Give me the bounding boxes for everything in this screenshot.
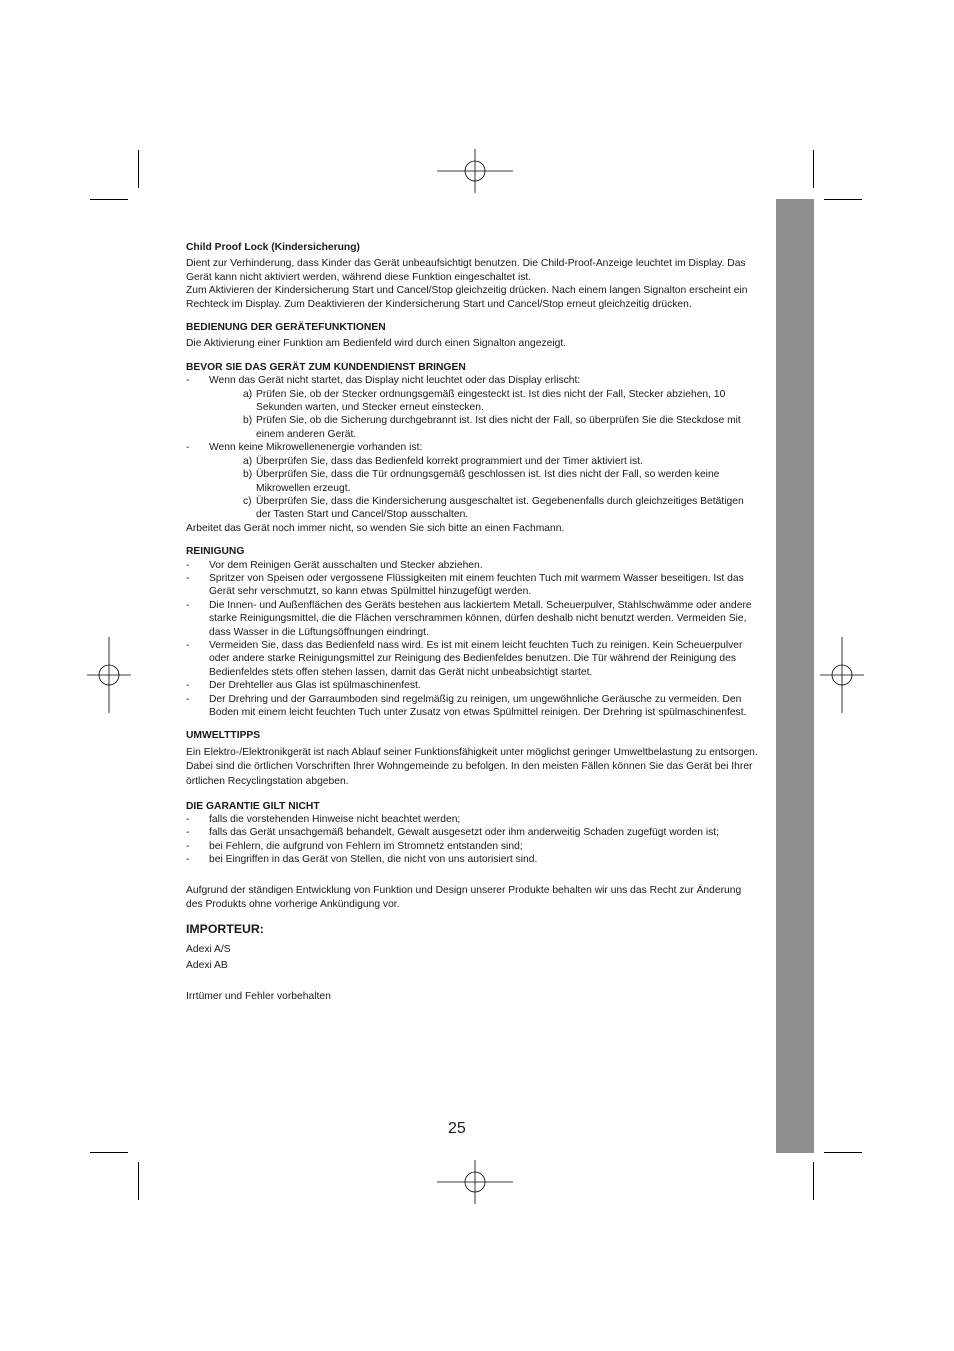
disclaimer: Irrtümer und Fehler vorbehalten (186, 991, 331, 1003)
page-number: 25 (448, 1120, 466, 1137)
crop-mark (813, 150, 814, 188)
sub-list-text: Überprüfen Sie, dass das Bedienfeld korrekt programmiert und der Timer aktiviert ist. (256, 455, 643, 467)
section-heading-umwelt: UMWELTTIPPS (186, 730, 261, 742)
importeur-line-1: Adexi A/S (186, 944, 231, 956)
crop-mark (90, 1152, 128, 1153)
list-item: - falls die vorstehenden Hinweise nicht beachtet werden; (186, 813, 758, 826)
kundendienst-closing: Arbeitet das Gerät noch immer nicht, so wenden Sie sich bitte an einen Fachmann. (186, 522, 565, 534)
section-heading-garantie: DIE GARANTIE GILT NICHT (186, 800, 320, 812)
section-heading-reinigung: REINIGUNG (186, 546, 245, 558)
sub-list-text: Prüfen Sie, ob die Sicherung durchgebrannt ist. Ist dies nicht der Fall, so überprüfen Sie die Steckdose mit einem anderen Gerät. (256, 415, 741, 440)
crop-mark (813, 1162, 814, 1200)
list-item: - Der Drehteller aus Glas ist spülmaschinenfest. (186, 679, 758, 692)
sub-list-item (186, 455, 758, 468)
umwelt-paragraph: Ein Elektro-/Elektronikgerät ist nach Ablauf seiner Funktionsfähigkeit unter möglichst geringer Umweltbelastung zu entsorgen. Dabei sind die örtlichen Vorschriften Ihrer Wohngemeinde zu befolgen. In den meisten Fällen können Sie das Gerät bei Ihrer örtlichen Recyclingstation abgeben. (186, 746, 758, 787)
page-content (186, 241, 758, 1004)
sub-list-label: a) (243, 388, 253, 400)
list-item: - Vermeiden Sie, dass das Bedienfeld nass wird. Es ist mit einem leicht feuchten Tuch zu reinigen. Kein Scheuerpulver oder andere starke Reinigungsmittel zur Reinigung des Bedienfeldes benutzen. Die Tür während der Reinigung des Bedienfeldes stets offen stehen lassen, damit das Gerät nicht unbeabsichtigt startet. (186, 639, 758, 679)
child-lock-paragraph-1: Dient zur Verhinderung, dass Kinder das Gerät unbeaufsichtigt benutzen. Die Child-Proof-Anzeige leuchtet im Display. Das Gerät kann nicht aktiviert werden, während diese Funktion eingeschaltet ist. (186, 258, 746, 283)
list-item: - Die Innen- und Außenflächen des Geräts bestehen aus lackiertem Metall. Scheuerpulver, Stahlschwämme oder andere starke Reinigungsmittel, die die Flächen verschrammen können, dürfen deshalb nicht benutzt werden. Vermeiden Sie, dass Wasser in die Lüftungsöffnungen eindringt. (186, 599, 758, 639)
registration-mark-left (87, 637, 131, 713)
section-heading-child-lock: Child Proof Lock (Kindersicherung) (186, 242, 360, 253)
section-heading-kundendienst: BEVOR SIE DAS GERÄT ZUM KUNDENDIENST BRINGEN (186, 361, 466, 373)
language-side-tab (776, 199, 814, 1153)
sub-list-text: Überprüfen Sie, dass die Kindersicherung ausgeschaltet ist. Gegebenenfalls durch gleichzeitiges Betätigen der Tasten Start und Cancel/Stop ausschalten. (256, 495, 744, 521)
crop-mark (138, 150, 139, 188)
sub-list-item (186, 388, 758, 415)
list-item: - Wenn keine Mikrowellenenergie vorhanden ist: (186, 441, 758, 454)
sub-list-text: Überprüfen Sie, dass die Tür ordnungsgemäß geschlossen ist. Ist dies nicht der Fall, so werden keine Mikrowellen erzeugt. (256, 469, 720, 494)
sub-list-label: c) (243, 495, 252, 507)
registration-mark-right (820, 637, 864, 713)
sub-list-label: b) (243, 469, 253, 481)
sub-list-label: b) (243, 415, 253, 427)
sub-list-item (186, 495, 758, 522)
sub-list-text: Prüfen Sie, ob der Stecker ordnungsgemäß eingesteckt ist. Ist dies nicht der Fall, Stecker abziehen, 10 Sekunden warten, und Stecker erneut einstecken. (256, 388, 726, 414)
list-item: - Der Drehring und der Garraumboden sind regelmäßig zu reinigen, um ungewöhnliche Geräusche zu vermeiden. Den Boden mit einem leicht feuchten Tuch unter Zusatz von etwas Spülmittel reinigen. Der Drehring ist spülmaschinenfest. (186, 693, 758, 720)
list-item: - Wenn das Gerät nicht startet, das Display nicht leuchtet oder das Display erlischt: (186, 374, 758, 387)
list-item: - bei Fehlern, die aufgrund von Fehlern im Stromnetz entstanden sind; (186, 840, 758, 853)
sub-list-item (186, 468, 758, 495)
bedienung-paragraph: Die Aktivierung einer Funktion am Bedienfeld wird durch einen Signalton angezeigt. (186, 338, 567, 350)
importeur-line-2: Adexi AB (186, 960, 228, 972)
registration-mark-bottom (437, 1160, 513, 1204)
list-item: - bei Eingriffen in das Gerät von Stellen, die nicht von uns autorisiert sind. (186, 853, 758, 866)
registration-mark-top (437, 149, 513, 193)
list-item: - Spritzer von Speisen oder vergossene Flüssigkeiten mit einem feuchten Tuch mit warmem Wasser beseitigen. Ist das Gerät sehr verschmutzt, so kann etwas Spülmittel hinzugefügt werden. (186, 572, 758, 599)
list-item: - Vor dem Reinigen Gerät ausschalten und Stecker abziehen. (186, 559, 758, 572)
child-lock-paragraph-2: Zum Aktivieren der Kindersicherung Start und Cancel/Stop gleichzeitig drücken. Nach einem langen Signalton erscheint ein Rechteck im Display. Zum Deaktivieren der Kindersicherung Start und Cancel/Stop erneut gleichzeitig drücken. (186, 285, 748, 310)
crop-mark (90, 199, 128, 200)
importeur-heading: IMPORTEUR: (186, 921, 264, 936)
crop-mark (824, 199, 862, 200)
development-note: Aufgrund der ständigen Entwicklung von Funktion und Design unserer Produkte behalten wir uns das Recht zur Änderung des Produkts ohne vorherige Ankündigung vor. (186, 884, 742, 911)
sub-list-label: a) (243, 455, 253, 467)
section-heading-bedienung: BEDIENUNG DER GERÄTEFUNKTIONEN (186, 322, 386, 334)
crop-mark (824, 1152, 862, 1153)
list-item: - falls das Gerät unsachgemäß behandelt, Gewalt ausgesetzt oder ihm anderweitig Schaden zugefügt worden ist; (186, 826, 758, 839)
sub-list-item (186, 414, 758, 441)
crop-mark (138, 1162, 139, 1200)
